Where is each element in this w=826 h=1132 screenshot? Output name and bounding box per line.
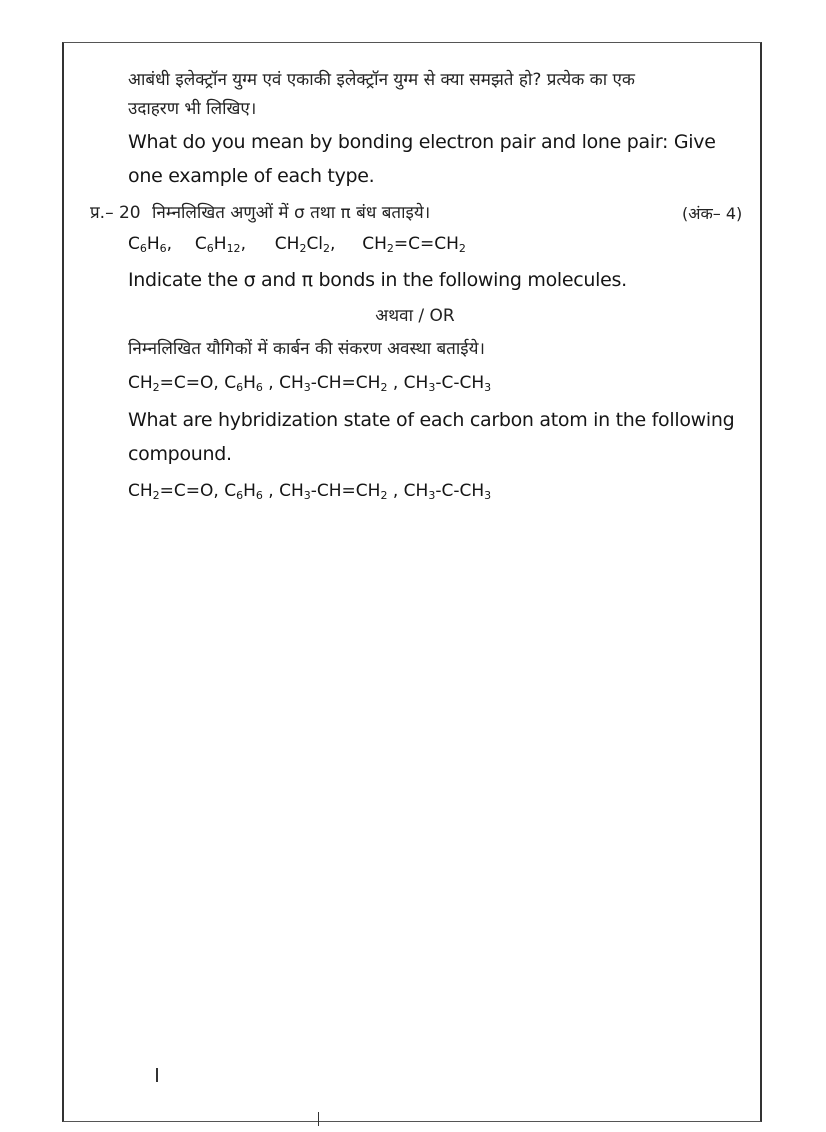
q20-alt-hindi: निम्नलिखित यौगिकों में कार्बन की संकरण अवस्था बताईये। xyxy=(128,339,485,359)
q20-number: प्र.– 20 xyxy=(90,203,141,223)
q20-hindi-question: निम्नलिखित अणुओं में σ तथा π बंध बताइये। xyxy=(152,203,431,223)
molecule-benzene: $C_6H_6$, xyxy=(128,234,173,255)
molecule-cyclohexane: $C_6H_{12}$, xyxy=(194,234,246,255)
or-label-text: अथवा / OR xyxy=(375,306,455,326)
scan-mark xyxy=(318,1112,319,1126)
scan-mark xyxy=(156,1068,158,1082)
q19-hindi-line1: आबंधी इलेक्ट्रॉन युग्म एवं एकाकी इलेक्ट्रॉन युग्म से क्या समझते हो? प्रत्येक का एक xyxy=(128,70,635,90)
q20-marks: (अंक– 4) xyxy=(682,204,743,223)
q20-compounds-line2: $CH_2=C=O$, $C_6H_6$ , $CH_3-CH=CH_2$ , $CH_3-C-CH_3$ xyxy=(128,481,492,502)
q19-english-line1: What do you mean by bonding electron pair and lone pair: Give xyxy=(128,131,716,153)
q20-compounds-line1: $CH_2=C=O$, $C_6H_6$ , $CH_3-CH=CH_2$ , $CH_3-C-CH_3$ xyxy=(128,373,492,394)
or-label xyxy=(0,308,826,325)
q20-alt-english-line2: compound. xyxy=(128,443,232,465)
q20-molecule-list xyxy=(128,236,466,253)
q19-hindi-line2: उदाहरण भी लिखिए। xyxy=(128,99,257,119)
q19-english-line2: one example of each type. xyxy=(128,165,375,187)
molecule-allene: $CH_2=C=CH_2$ xyxy=(362,234,466,255)
q20-alt-english-line1: What are hybridization state of each carbon atom in the following xyxy=(128,409,735,431)
q20-english-question: Indicate the σ and π bonds in the following molecules. xyxy=(128,269,627,291)
molecule-dichloromethane: $CH_2Cl_2$, xyxy=(274,234,336,255)
